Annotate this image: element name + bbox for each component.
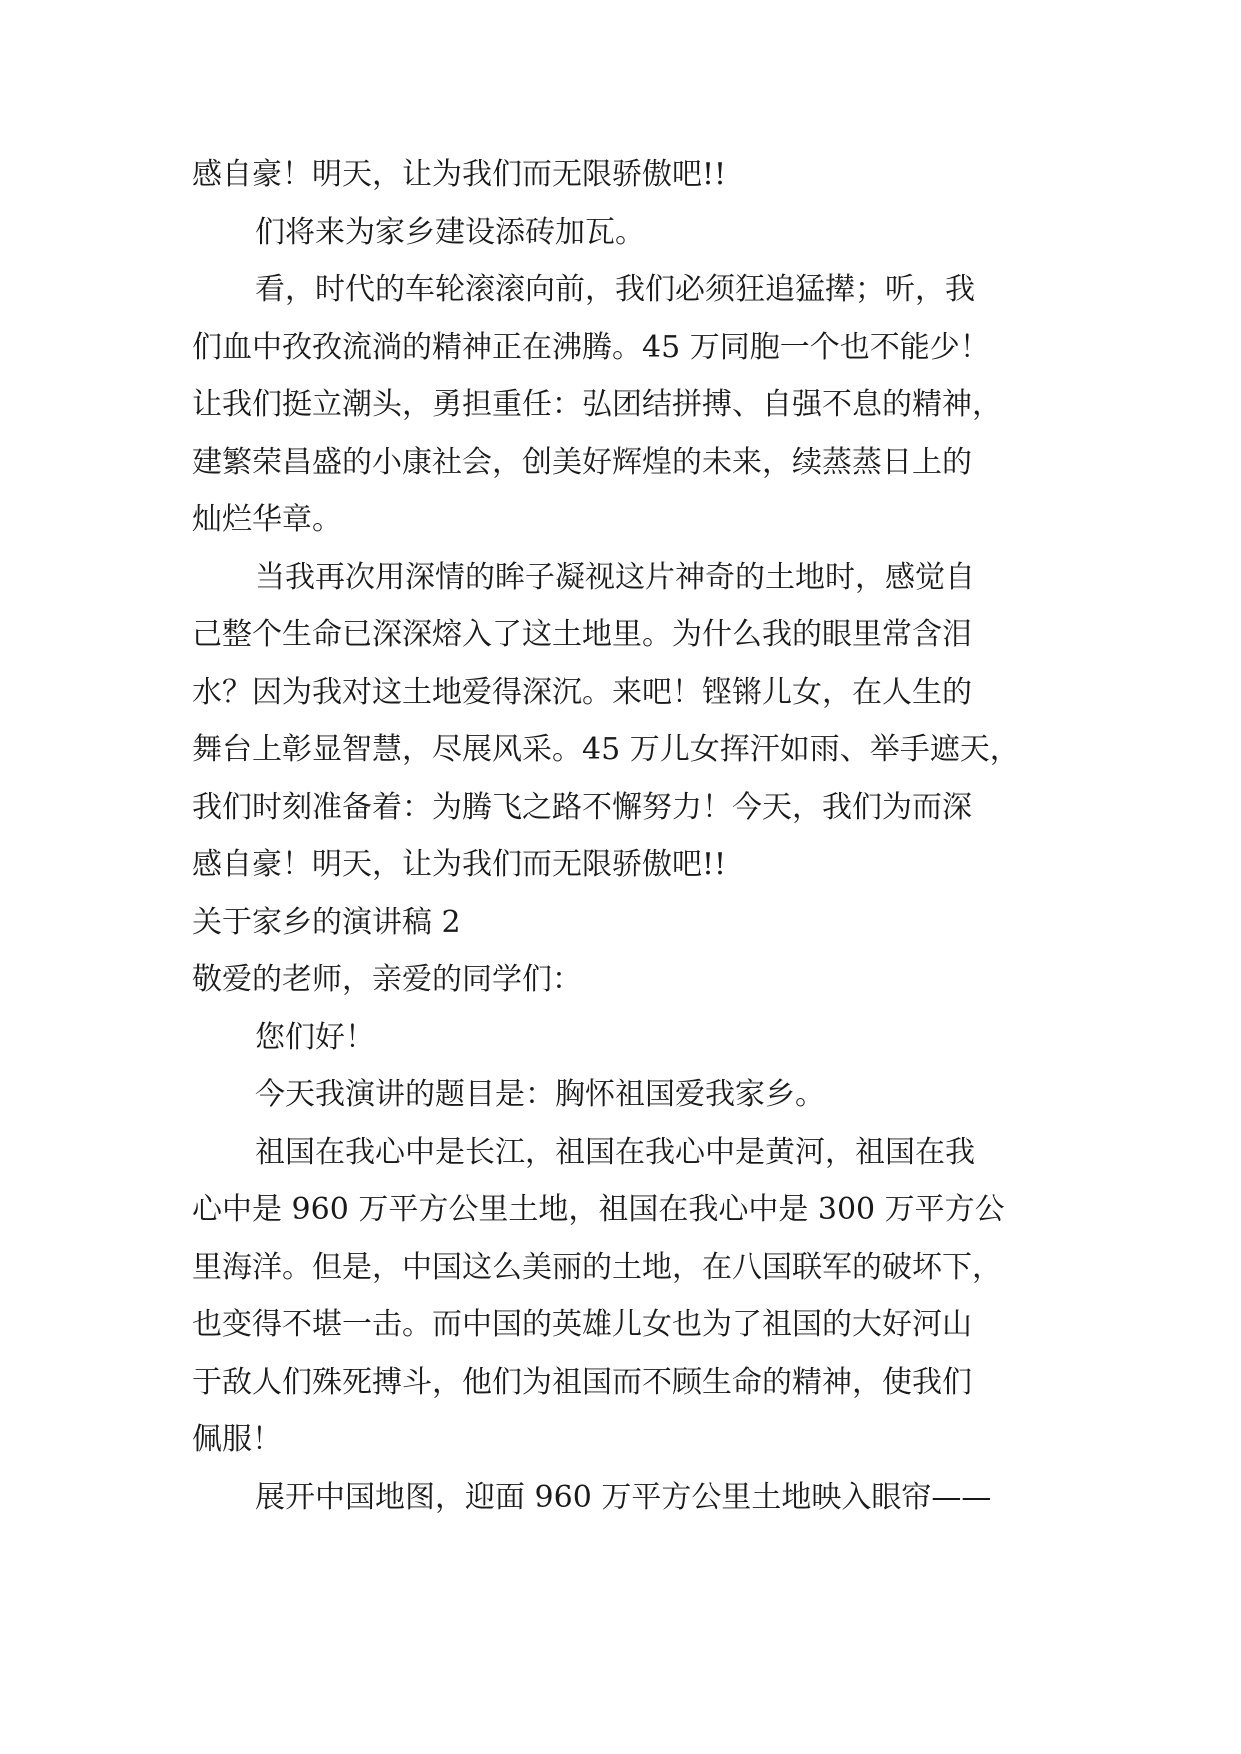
greeting: 您们好！ <box>255 1019 375 1055</box>
text-line: 展开中国地图，迎面 960 万平方公里土地映入眼帘—— <box>255 1479 992 1515</box>
salutation: 敬爱的老师，亲爱的同学们： <box>192 962 582 997</box>
text-line: 当我再次用深情的眸子凝视这片神奇的土地时，感觉自 <box>255 559 975 595</box>
text-line: 今天我演讲的题目是：胸怀祖国爱我家乡。 <box>255 1077 825 1112</box>
text-line: 我们时刻准备着：为腾飞之路不懈努力！今天，我们为而深 <box>192 789 972 825</box>
text-line: 里海洋。但是，中国这么美丽的土地，在八国联军的破坏下， <box>192 1249 1002 1285</box>
text-line: 们将来为家乡建设添砖加瓦。 <box>255 214 645 250</box>
text-line: 看，时代的车轮滚滚向前，我们必须狂追猛撵；听，我 <box>255 272 975 307</box>
text-line: 灿烂华章。 <box>192 502 342 537</box>
text-line: 己整个生命已深深熔入了这土地里。为什么我的眼里常含泪 <box>192 617 972 652</box>
text-line: 舞台上彰显智慧，尽展风采。45 万儿女挥汗如雨、举手遮天， <box>192 732 1020 767</box>
text-line: 感自豪！明天，让为我们而无限骄傲吧!! <box>192 847 727 882</box>
text-line: 也变得不堪一击。而中国的英雄儿女也为了祖国的大好河山 <box>192 1307 972 1342</box>
text-line: 们血中孜孜流淌的精神正在沸腾。45 万同胞一个也不能少！ <box>192 329 990 365</box>
text-line: 佩服！ <box>192 1422 282 1457</box>
text-line: 于敌人们殊死搏斗，他们为祖国而不顾生命的精神，使我们 <box>192 1364 972 1400</box>
section-heading: 关于家乡的演讲稿 2 <box>192 904 461 940</box>
text-line: 祖国在我心中是长江，祖国在我心中是黄河，祖国在我 <box>255 1134 975 1170</box>
text-line: 心中是 960 万平方公里土地，祖国在我心中是 300 万平方公 <box>192 1192 1005 1227</box>
text-line: 让我们挺立潮头，勇担重任：弘团结拼搏、自强不息的精神， <box>192 387 1002 422</box>
document-body <box>192 156 1060 1536</box>
text-line: 水？因为我对这土地爱得深沉。来吧！铿锵儿女，在人生的 <box>192 674 972 710</box>
text-line: 感自豪！明天，让为我们而无限骄傲吧!! <box>192 157 727 192</box>
text-line: 建繁荣昌盛的小康社会，创美好辉煌的未来，续蒸蒸日上的 <box>192 444 972 480</box>
